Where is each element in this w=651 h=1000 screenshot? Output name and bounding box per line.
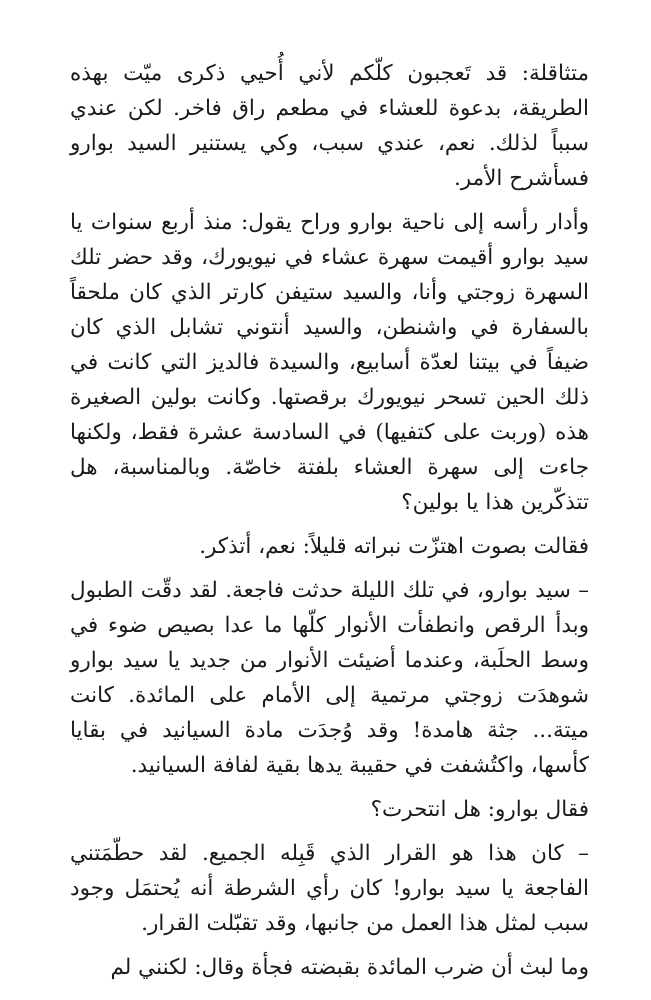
paragraph-1: متثاقلة: قد تَعجبون كلّكم لأني أُحيي ذكرى ميّت بهذه الطريقة، بدعوة للعشاء في مطعم راق فاخر. لكن عندي سبباً لذلك. نعم، عندي سبب، وكي يستنير السيد بوارو فسأشرح الأمر.: [70, 61, 589, 191]
paragraph-7: وما لبث أن ضرب المائدة بقبضته فجأة وقال: لكنني لم: [110, 955, 589, 980]
paragraph-2: وأدار رأسه إلى ناحية بوارو وراح يقول: منذ أربع سنوات يا سيد بوارو أقيمت سهرة عشاء في نيويورك، وقد حضر تلك السهرة زوجتي وأنا، والسيد ستيفن كارتر الذي كان ملحقاً بالسفارة في واشنطن، والسيد أنتوني تشابل الذي كان ضيفاً في بيتنا لعدّة أسابيع، والسيدة فالديز التي كانت في ذلك الحين تسحر نيويورك برقصتها. وكانت بولين الصغيرة هذه (وربت على كتفيها) في السادسة عشرة فقط، ولكنها جاءت إلى سهرة العشاء بلفتة خاصّة. وبالمناسبة، هل تتذكّرين هذا يا بولين؟: [70, 210, 589, 515]
paragraph-5: فقال بوارو: هل انتحرت؟: [370, 797, 589, 822]
paragraph-4: – سيد بوارو، في تلك الليلة حدثت فاجعة. لقد دقّت الطبول وبدأ الرقص وانطفأت الأنوار كلّها ما عدا بصيص ضوء في وسط الحلَبة، وعندما أضيئت الأنوار من جديد يا سيد بوارو شوهدَت زوجتي مرتمية إلى الأمام على المائدة. كانت ميتة... جثة هامدة! وقد وُجدَت مادة السيانيد في بقايا كأسها، واكتُشفت في حقيبة يدها بقية لفافة السيانيد.: [70, 578, 589, 778]
page-text: [70, 56, 589, 994]
paragraph-3: فقالت بصوت اهتزّت نبراته قليلاً: نعم، أتذكر.: [199, 534, 589, 559]
paragraph-6: – كان هذا هو القرار الذي قَبِله الجميع. لقد حطّمَتني الفاجعة يا سيد بوارو! كان رأي الشرطة أنه يُحتمَل وجود سبب لمثل هذا العمل من جانبها، وقد تقبّلت القرار.: [70, 841, 589, 936]
